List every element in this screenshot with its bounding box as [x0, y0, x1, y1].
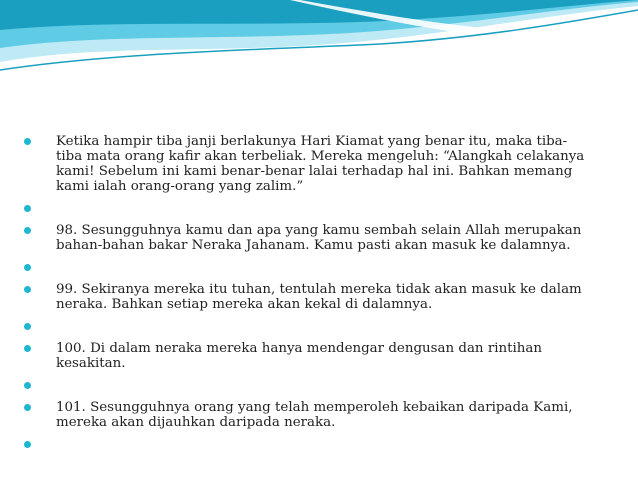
bullet-item [24, 134, 590, 194]
bullet-text: Ketika hampir tiba janji berlakunya Hari Kiamat yang benar itu, maka tiba-tiba mata orang kafir akan terbeliak. Mereka mengeluh: “Alangkah celakanya kami! Sebelum ini kami benar-benar lalai terhadap hal ini. Bahkan memang kami ialah orang-orang yang zalim.” [56, 134, 585, 194]
bullet-item [24, 223, 590, 253]
bullet-item-empty [24, 437, 590, 452]
bullet-dot-icon [24, 404, 31, 411]
bullet-item-empty [24, 319, 590, 334]
bullet-item [24, 400, 590, 430]
bullet-text: 99. Sekiranya mereka itu tuhan, tentulah mereka tidak akan masuk ke dalam neraka. Bahkan setiap mereka akan kekal di dalamnya. [56, 282, 582, 312]
bullet-item [24, 282, 590, 312]
bullet-item [24, 341, 590, 371]
bullet-item-empty [24, 260, 590, 275]
bullet-dot-icon [24, 264, 31, 271]
bullet-dot-icon [24, 323, 31, 330]
bullet-text: 100. Di dalam neraka mereka hanya mendengar dengusan dan rintihan kesakitan. [56, 341, 543, 371]
bullet-dot-icon [24, 205, 31, 212]
bullet-item-empty [24, 201, 590, 216]
bullet-text: 98. Sesungguhnya kamu dan apa yang kamu sembah selain Allah merupakan bahan-bahan bakar Neraka Jahanam. Kamu pasti akan masuk ke dalamnya. [56, 223, 582, 253]
bullet-dot-icon [24, 345, 31, 352]
bullet-text: 101. Sesungguhnya orang yang telah memperoleh kebaikan daripada Kami, mereka akan dijauhkan daripada neraka. [56, 400, 573, 430]
bullet-dot-icon [24, 382, 31, 389]
bullet-dot-icon [24, 227, 31, 234]
bullet-list [24, 134, 590, 452]
header-wave-decoration [0, 0, 638, 80]
bullet-dot-icon [24, 286, 31, 293]
bullet-item-empty [24, 378, 590, 393]
bullet-dot-icon [24, 138, 31, 145]
bullet-dot-icon [24, 441, 31, 448]
